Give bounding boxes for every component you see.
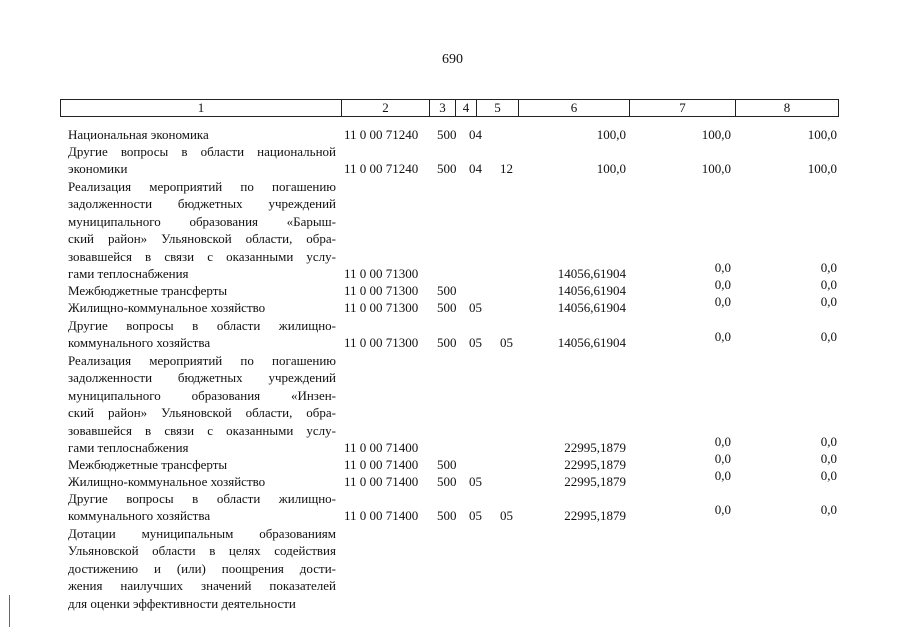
description-line: жения наилучших значений показателей [68, 578, 336, 594]
amount-col-8: 0,0 [820, 277, 837, 292]
description-line: экономики [68, 161, 128, 177]
table-header [60, 99, 839, 117]
expense-type: 500 [437, 457, 457, 472]
row-description [68, 178, 336, 282]
amount-col-6: 14056,61904 [557, 283, 626, 298]
expense-type: 500 [437, 335, 457, 351]
amount-col-8: 0,0 [820, 294, 837, 309]
amount-col-7: 0,0 [714, 451, 731, 466]
target-article-code: 11 0 00 71400 [344, 508, 419, 524]
row-description [68, 317, 336, 352]
row-description [68, 490, 336, 525]
description-line: задолженности бюджетных учреждений [68, 196, 336, 212]
amount-col-6: 22995,1879 [564, 474, 626, 489]
target-article-code: 11 0 00 71300 [344, 335, 419, 351]
header-col-1: 1 [61, 100, 342, 116]
amount-col-6: 100,0 [596, 127, 626, 142]
section-code: 05 [469, 300, 482, 315]
row-description [68, 352, 336, 456]
description-line: ский район» Ульяновской области, обра- [68, 231, 336, 247]
row-description [68, 456, 336, 473]
amount-col-7: 100,0 [701, 127, 731, 142]
row-description [68, 473, 336, 490]
amount-col-6: 100,0 [596, 161, 626, 177]
amount-col-8: 0,0 [820, 329, 837, 345]
description-line: Реализация мероприятий по погашению [68, 179, 336, 194]
target-article-code: 11 0 00 71400 [344, 457, 419, 472]
header-col-2: 2 [342, 100, 430, 116]
section-code: 04 [469, 127, 482, 142]
section-code: 05 [469, 508, 482, 524]
expense-type: 500 [437, 127, 457, 142]
row-description [68, 299, 336, 316]
description-line: Жилищно-коммунальное хозяйство [68, 300, 266, 315]
description-line: Межбюджетные трансферты [68, 457, 228, 472]
description-line: муниципального образования «Барыш- [68, 213, 336, 229]
amount-col-8: 100,0 [807, 161, 837, 177]
header-col-3: 3 [430, 100, 456, 116]
row-description [68, 525, 336, 612]
amount-col-6: 22995,1879 [564, 508, 626, 524]
row-description [68, 143, 336, 178]
amount-col-7: 0,0 [714, 329, 731, 345]
amount-col-7: 0,0 [714, 294, 731, 309]
target-article-code: 11 0 00 71300 [344, 300, 419, 315]
amount-col-7: 0,0 [714, 502, 731, 518]
amount-col-7: 0,0 [714, 434, 731, 449]
description-line: муниципального образования «Инзен- [68, 387, 336, 403]
amount-col-8: 0,0 [820, 451, 837, 466]
description-line: коммунального хозяйства [68, 335, 211, 351]
description-line: Другие вопросы в области жилищно- [68, 491, 336, 506]
header-col-4: 4 [456, 100, 477, 116]
description-line: Дотации муниципальным образованиям [68, 526, 336, 541]
amount-col-6: 14056,61904 [557, 300, 626, 315]
amount-col-6: 22995,1879 [564, 440, 626, 455]
header-col-8: 8 [783, 100, 791, 115]
expense-type: 500 [437, 300, 457, 315]
description-line: Ульяновской области в целях содействия [68, 543, 336, 559]
amount-col-6: 14056,61904 [557, 266, 626, 281]
subsection-code: 05 [500, 508, 513, 524]
page-number: 690 [442, 52, 463, 67]
target-article-code: 11 0 00 71240 [344, 127, 419, 142]
description-line: гами теплоснабжения [68, 265, 189, 281]
description-line: достижению и (или) поощрения дости- [68, 560, 336, 576]
amount-col-7: 0,0 [714, 468, 731, 483]
description-line: коммунального хозяйства [68, 508, 211, 524]
target-article-code: 11 0 00 71300 [344, 266, 419, 281]
amount-col-8: 0,0 [820, 468, 837, 483]
amount-col-7: 0,0 [714, 277, 731, 292]
description-line: зовавшейся в связи с оказанными услу- [68, 422, 336, 438]
header-col-7: 7 [630, 100, 736, 116]
subsection-code: 05 [500, 335, 513, 351]
expense-type: 500 [437, 161, 457, 177]
description-line: задолженности бюджетных учреждений [68, 370, 336, 386]
description-line: гами теплоснабжения [68, 439, 189, 455]
description-line: для оценки эффективности деятельности [68, 595, 296, 611]
section-code: 04 [469, 161, 482, 177]
description-line: зовавшейся в связи с оказанными услу- [68, 248, 336, 264]
description-line: Реализация мероприятий по погашению [68, 353, 336, 368]
row-description [68, 282, 336, 299]
subsection-code: 12 [500, 161, 513, 177]
section-code: 05 [469, 474, 482, 489]
description-line: Национальная экономика [68, 127, 209, 142]
target-article-code: 11 0 00 71400 [344, 440, 419, 455]
description-line: Межбюджетные трансферты [68, 283, 228, 298]
header-col-6: 6 [519, 100, 630, 116]
target-article-code: 11 0 00 71400 [344, 474, 419, 489]
description-line: ский район» Ульяновской области, обра- [68, 405, 336, 421]
row-description [68, 126, 336, 143]
target-article-code: 11 0 00 71240 [344, 161, 419, 177]
expense-type: 500 [437, 474, 457, 489]
expense-type: 500 [437, 508, 457, 524]
amount-col-8: 0,0 [820, 260, 837, 275]
header-col-5: 5 [477, 100, 519, 116]
amount-col-8: 0,0 [820, 434, 837, 449]
amount-col-6: 22995,1879 [564, 457, 626, 472]
section-code: 05 [469, 335, 482, 351]
description-line: Другие вопросы в области жилищно- [68, 318, 336, 333]
amount-col-8: 100,0 [807, 127, 837, 142]
expense-type: 500 [437, 283, 457, 298]
description-line: Жилищно-коммунальное хозяйство [68, 474, 266, 489]
description-line: Другие вопросы в области национальной [68, 144, 336, 159]
amount-col-6: 14056,61904 [557, 335, 626, 351]
amount-col-7: 0,0 [714, 260, 731, 275]
margin-mark [9, 595, 10, 627]
target-article-code: 11 0 00 71300 [344, 283, 419, 298]
amount-col-8: 0,0 [820, 502, 837, 518]
amount-col-7: 100,0 [701, 161, 731, 177]
